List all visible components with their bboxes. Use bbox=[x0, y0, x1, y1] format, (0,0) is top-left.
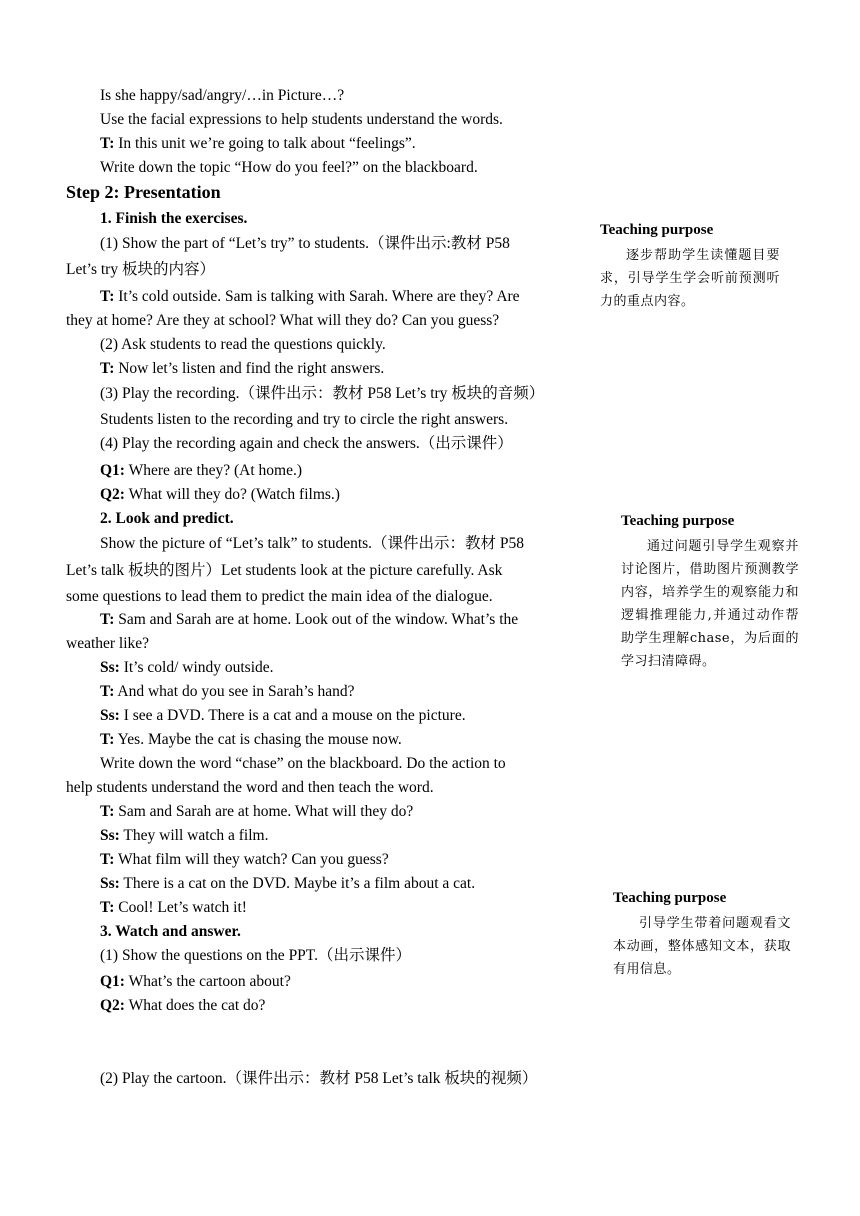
speaker-label: T: bbox=[100, 360, 115, 377]
text-line: (1) Show the questions on the PPT.（出示课件） bbox=[100, 947, 411, 964]
text-line: Is she happy/sad/angry/…in Picture…? bbox=[100, 87, 345, 104]
text-line: they at home? Are they at school? What will they do? Can you guess? bbox=[66, 312, 500, 329]
speaker-label: Ss: bbox=[100, 707, 120, 724]
step-heading: Step 2: Presentation bbox=[66, 182, 221, 202]
dialogue-line bbox=[100, 826, 268, 846]
section-heading: 1. Finish the exercises. bbox=[100, 210, 248, 227]
dialogue-line bbox=[100, 850, 389, 870]
dialogue-line bbox=[100, 730, 402, 750]
dialogue-line bbox=[100, 898, 247, 918]
speaker-label: Ss: bbox=[100, 827, 120, 844]
question-text: What will they do? (Watch films.) bbox=[124, 486, 340, 503]
speaker-label: Ss: bbox=[100, 659, 120, 676]
speaker-label: T: bbox=[100, 851, 115, 868]
text-line: some questions to lead them to predict the main idea of the dialogue. bbox=[66, 588, 493, 605]
text-line: weather like? bbox=[66, 635, 150, 652]
dialogue-text: Yes. Maybe the cat is chasing the mouse now. bbox=[114, 731, 402, 748]
speaker-label: T: bbox=[100, 288, 115, 305]
dialogue-line bbox=[100, 972, 291, 992]
text-line: help students understand the word and then teach the word. bbox=[66, 779, 434, 796]
dialogue-line bbox=[100, 461, 302, 481]
text-line: (4) Play the recording again and check the answers.（出示课件） bbox=[100, 435, 513, 452]
dialogue-line bbox=[100, 134, 416, 154]
note-body: 引导学生带着问题观看文本动画，整体感知文本，获取有用信息。 bbox=[613, 916, 791, 977]
speaker-label: T: bbox=[100, 899, 115, 916]
text-line: Students listen to the recording and try to circle the right answers. bbox=[100, 411, 509, 428]
note-title: Teaching purpose bbox=[621, 513, 735, 529]
speaker-label: T: bbox=[100, 731, 115, 748]
question-text: What’s the cartoon about? bbox=[124, 973, 291, 990]
section-heading: 3. Watch and answer. bbox=[100, 923, 241, 940]
question-label: Q2: bbox=[100, 486, 125, 503]
dialogue-text: Sam and Sarah are at home. Look out of the window. What’s the bbox=[114, 611, 519, 628]
dialogue-text: They will watch a film. bbox=[119, 827, 269, 844]
dialogue-text: Cool! Let’s watch it! bbox=[114, 899, 247, 916]
speaker-label: Ss: bbox=[100, 875, 120, 892]
text-line: (2) Play the cartoon.（课件出示：教材 P58 Let’s talk 板块的视频） bbox=[100, 1070, 538, 1087]
speaker-label: T: bbox=[100, 803, 115, 820]
text-line: Show the picture of “Let’s talk” to students.（课件出示：教材 P58 bbox=[100, 535, 525, 552]
speaker-label: T: bbox=[100, 135, 115, 152]
dialogue-line bbox=[100, 706, 466, 726]
note-title: Teaching purpose bbox=[613, 890, 727, 906]
dialogue-line bbox=[100, 996, 265, 1016]
dialogue-text: And what do you see in Sarah’s hand? bbox=[114, 683, 355, 700]
dialogue-line bbox=[100, 874, 475, 894]
section-heading: 2. Look and predict. bbox=[100, 510, 234, 527]
speaker-label: T: bbox=[100, 611, 115, 628]
dialogue-line bbox=[100, 802, 413, 822]
question-label: Q1: bbox=[100, 462, 125, 479]
text-line: Use the facial expressions to help students understand the words. bbox=[100, 111, 503, 128]
question-label: Q2: bbox=[100, 997, 125, 1014]
dialogue-text: In this unit we’re going to talk about “feelings”. bbox=[114, 135, 416, 152]
text-line: Write down the word “chase” on the blackboard. Do the action to bbox=[100, 755, 506, 772]
dialogue-line bbox=[100, 287, 520, 307]
text-line: Let’s talk 板块的图片）Let students look at the picture carefully. Ask bbox=[66, 562, 503, 579]
text-line: (2) Ask students to read the questions quickly. bbox=[100, 336, 386, 353]
question-label: Q1: bbox=[100, 973, 125, 990]
text-line: (1) Show the part of “Let’s try” to students.（课件出示:教材 P58 bbox=[100, 235, 510, 252]
note-body: 逐步帮助学生读懂题目要求，引导学生学会听前预测听力的重点内容。 bbox=[600, 248, 780, 309]
dialogue-text: It’s cold outside. Sam is talking with Sarah. Where are they? Are bbox=[114, 288, 520, 305]
text-line: Let’s try 板块的内容） bbox=[66, 261, 215, 278]
note-body: 通过问题引导学生观察并讨论图片，借助图片预测教学内容，培养学生的观察能力和逻辑推理能力,并通过动作帮助学生理解chase，为后面的学习扫清障碍。 bbox=[621, 539, 799, 669]
dialogue-line bbox=[100, 682, 355, 702]
dialogue-line bbox=[100, 610, 518, 630]
question-text: What does the cat do? bbox=[124, 997, 266, 1014]
dialogue-text: Sam and Sarah are at home. What will they do? bbox=[114, 803, 414, 820]
dialogue-line bbox=[100, 658, 274, 678]
question-text: Where are they? (At home.) bbox=[124, 462, 302, 479]
dialogue-line bbox=[100, 485, 340, 505]
note-title: Teaching purpose bbox=[600, 222, 714, 238]
text-line: (3) Play the recording.（课件出示：教材 P58 Let’s try 板块的音频） bbox=[100, 385, 545, 402]
dialogue-text: There is a cat on the DVD. Maybe it’s a film about a cat. bbox=[119, 875, 476, 892]
dialogue-text: It’s cold/ windy outside. bbox=[119, 659, 274, 676]
speaker-label: T: bbox=[100, 683, 115, 700]
text-line: Write down the topic “How do you feel?” on the blackboard. bbox=[100, 159, 478, 176]
dialogue-text: I see a DVD. There is a cat and a mouse on the picture. bbox=[119, 707, 466, 724]
dialogue-text: What film will they watch? Can you guess? bbox=[114, 851, 389, 868]
dialogue-text: Now let’s listen and find the right answers. bbox=[114, 360, 385, 377]
dialogue-line bbox=[100, 359, 384, 379]
